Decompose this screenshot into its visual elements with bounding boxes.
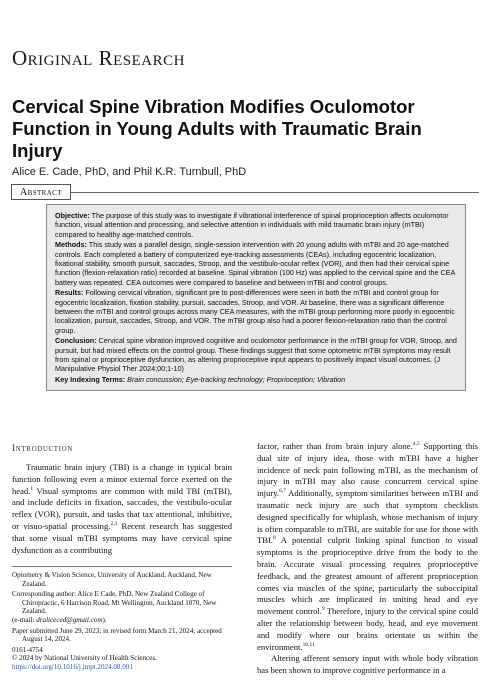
methods-text: This study was a parallel design, single-session intervention with 20 young adults with mTBI and 20 age-matched controls. Each completed a battery of computerized eye-tracking assessments (CEAs), including egocentric localization, fixational stability, smooth pursuit, saccades, Stroop, and the vestibulo-ocular reflex (VOR), and then had their cervical spine function (flexion-relaxation ratio) recorded at baseline. Spinal vibration (100 Hz) was applied to the cervical spine and the CEA battery was repeated. CEA outcomes were compared to baseline and between mTBI and control groups. xyxy=(55,240,455,287)
left-column xyxy=(12,462,232,556)
email-link[interactable]: draliceced@gmail.com xyxy=(36,615,103,624)
author-line: Alice E. Cade, PhD, and Phil K.R. Turnbull, PhD xyxy=(12,166,247,178)
text-span: Additionally, symptom similarities between mTBI and traumatic neck injury are such that symptom checklists designed specifically for whiplash, whose mechanism of injury is often comparable to mTBI, are suitable for use for those with TBI. xyxy=(257,488,478,546)
keywords-label: Key Indexing Terms: xyxy=(55,375,126,385)
abstract-results xyxy=(55,288,457,334)
citation-link[interactable]: 1 xyxy=(30,485,34,492)
text-span: A potential culprit linking spinal function to visual symptoms is the proprioceptive drive from the body to the brain. Accurate visual processing requires proprioceptive feedback, and the greatest amount of afferent proprioception comes via muscles of the spine, particularly the suboccipital muscles which are implicated in uniting head and eye movement control. xyxy=(257,535,478,617)
citation-link[interactable]: 8 xyxy=(273,535,276,542)
citation-link[interactable]: 10,11 xyxy=(302,641,315,648)
abstract-keywords xyxy=(55,375,457,384)
text-span: Visual symptoms are common with mild TBI (mTBI), and include deficits in fixation, saccades, the vestibulo-ocular reflex (VOR), pursuit, and tasks that tax attentional, inhibitive, or visuo-spatial processing. xyxy=(12,485,232,531)
citation-link[interactable]: 9 xyxy=(321,606,325,613)
footnote-issn: 0161-4754 xyxy=(12,645,43,654)
results-text: Following cervical vibration, significant pre to post-differences were seen in both the mTBI and control group for egocentric localization, fixation stability, pursuit, saccades, Stroop, and VOR. At baseline, there was a significant difference between the mTBI and control groups across many CEA measures, with the mTBI group performing more poorly in egocentric localization, pursuit, saccades, Stroop, and VOR. The mTBI group also had a poorer flexion-relaxation ratio than the control group. xyxy=(55,288,455,335)
objective-text: The purpose of this study was to investigate if vibrational interference of spinal proprioception affects oculomotor function, visual attention and processing, and selective attention in individuals with mild traumatic brain injury (mTBI) compared to healthy age-matched controls. xyxy=(55,211,449,239)
text-span: (e-mail: xyxy=(12,615,37,624)
intro-paragraph-1 xyxy=(12,462,232,556)
article-title: Cervical Spine Vibration Modifies Oculomotor Function in Young Adults with Traumatic Brain Injury xyxy=(12,96,422,161)
footnote-affiliation: Optometry & Vision Science, University of Auckland, Auckland, New Zealand. xyxy=(12,571,212,588)
footnote-dates: Paper submitted June 29, 2023; in revised form March 21, 2024; accepted August 14, 2024. xyxy=(12,626,222,644)
section-label: Original Research xyxy=(12,46,185,70)
text-span: ). xyxy=(102,615,107,624)
intro-paragraph-3: Altering afferent sensory input with whole body vibration has been shown to improve cognitive performance in a xyxy=(257,653,478,676)
objective-label: Objective: xyxy=(55,211,90,220)
footnote-divider xyxy=(12,566,232,567)
citation-link[interactable]: 6,7 xyxy=(279,488,286,495)
abstract-objective xyxy=(55,211,457,239)
citation-link[interactable]: 4,5 xyxy=(412,441,420,448)
introduction-heading: Introduction xyxy=(12,444,73,454)
doi-link[interactable]: https://doi.org/10.1016/j.jmpt.2024.08.001 xyxy=(12,662,133,671)
citation-link[interactable]: 2,3 xyxy=(110,521,118,528)
results-label: Results: xyxy=(55,288,84,298)
text-span: Traumatic brain injury (TBI) is a change in typical brain function following even a minor external force exerted on the head. xyxy=(12,462,232,496)
right-column xyxy=(257,441,478,677)
methods-label: Methods: xyxy=(55,240,87,250)
intro-paragraph-2 xyxy=(257,441,478,653)
footnote-email-line xyxy=(12,616,232,625)
abstract-methods xyxy=(55,240,457,286)
text-span: Therefore, injury to the cervical spine could alter the relationship between body, head, and eye movement and modify where our brains orientate us within the environment. xyxy=(257,606,478,652)
text-span: factor, rather than from brain injury alone. xyxy=(257,441,413,451)
footnote-copyright: © 2024 by National University of Health Sciences. xyxy=(12,654,157,663)
keywords-text: Brain concussion; Eye-tracking technology; Proprioception; Vibration xyxy=(125,375,346,385)
conclusion-label: Conclusion: xyxy=(55,336,97,346)
footnotes xyxy=(12,571,232,672)
conclusion-text: Cervical spine vibration improved cognitive and oculomotor performance in the mTBI group for VOR, Stroop, and pursuit, but had mixed effects on the control group. These findings suggest that some optometric mTBI symptoms may result from spinal or proprioceptive dysfunction, as altering proprioceptive input appears to positively impact visual outcomes. (J Manipulative Physiol Ther 2024;00;1-10) xyxy=(55,336,457,374)
footnote-correspondence: Corresponding author: Alice E Cade, PhD, New Zealand College of Chiropractic, 6 Harrison Road, Mt Wellington, Auckland 1070, New Zealand. xyxy=(12,590,217,616)
abstract-tab: Abstract xyxy=(11,184,71,200)
abstract-box xyxy=(46,204,466,391)
text-span: Supporting this dual site of injury idea, those with mTBI have a higher incidence of neck pain following mTBI, as the mechanism of injury in mTBI may also cause concurrent cervical spine injury. xyxy=(257,441,478,499)
text-span: Recent research has suggested that some visual mTBI symptoms may have cervical spine dysfunction as a contributing xyxy=(12,520,232,555)
abstract-divider xyxy=(71,192,479,193)
abstract-conclusion xyxy=(55,336,457,373)
